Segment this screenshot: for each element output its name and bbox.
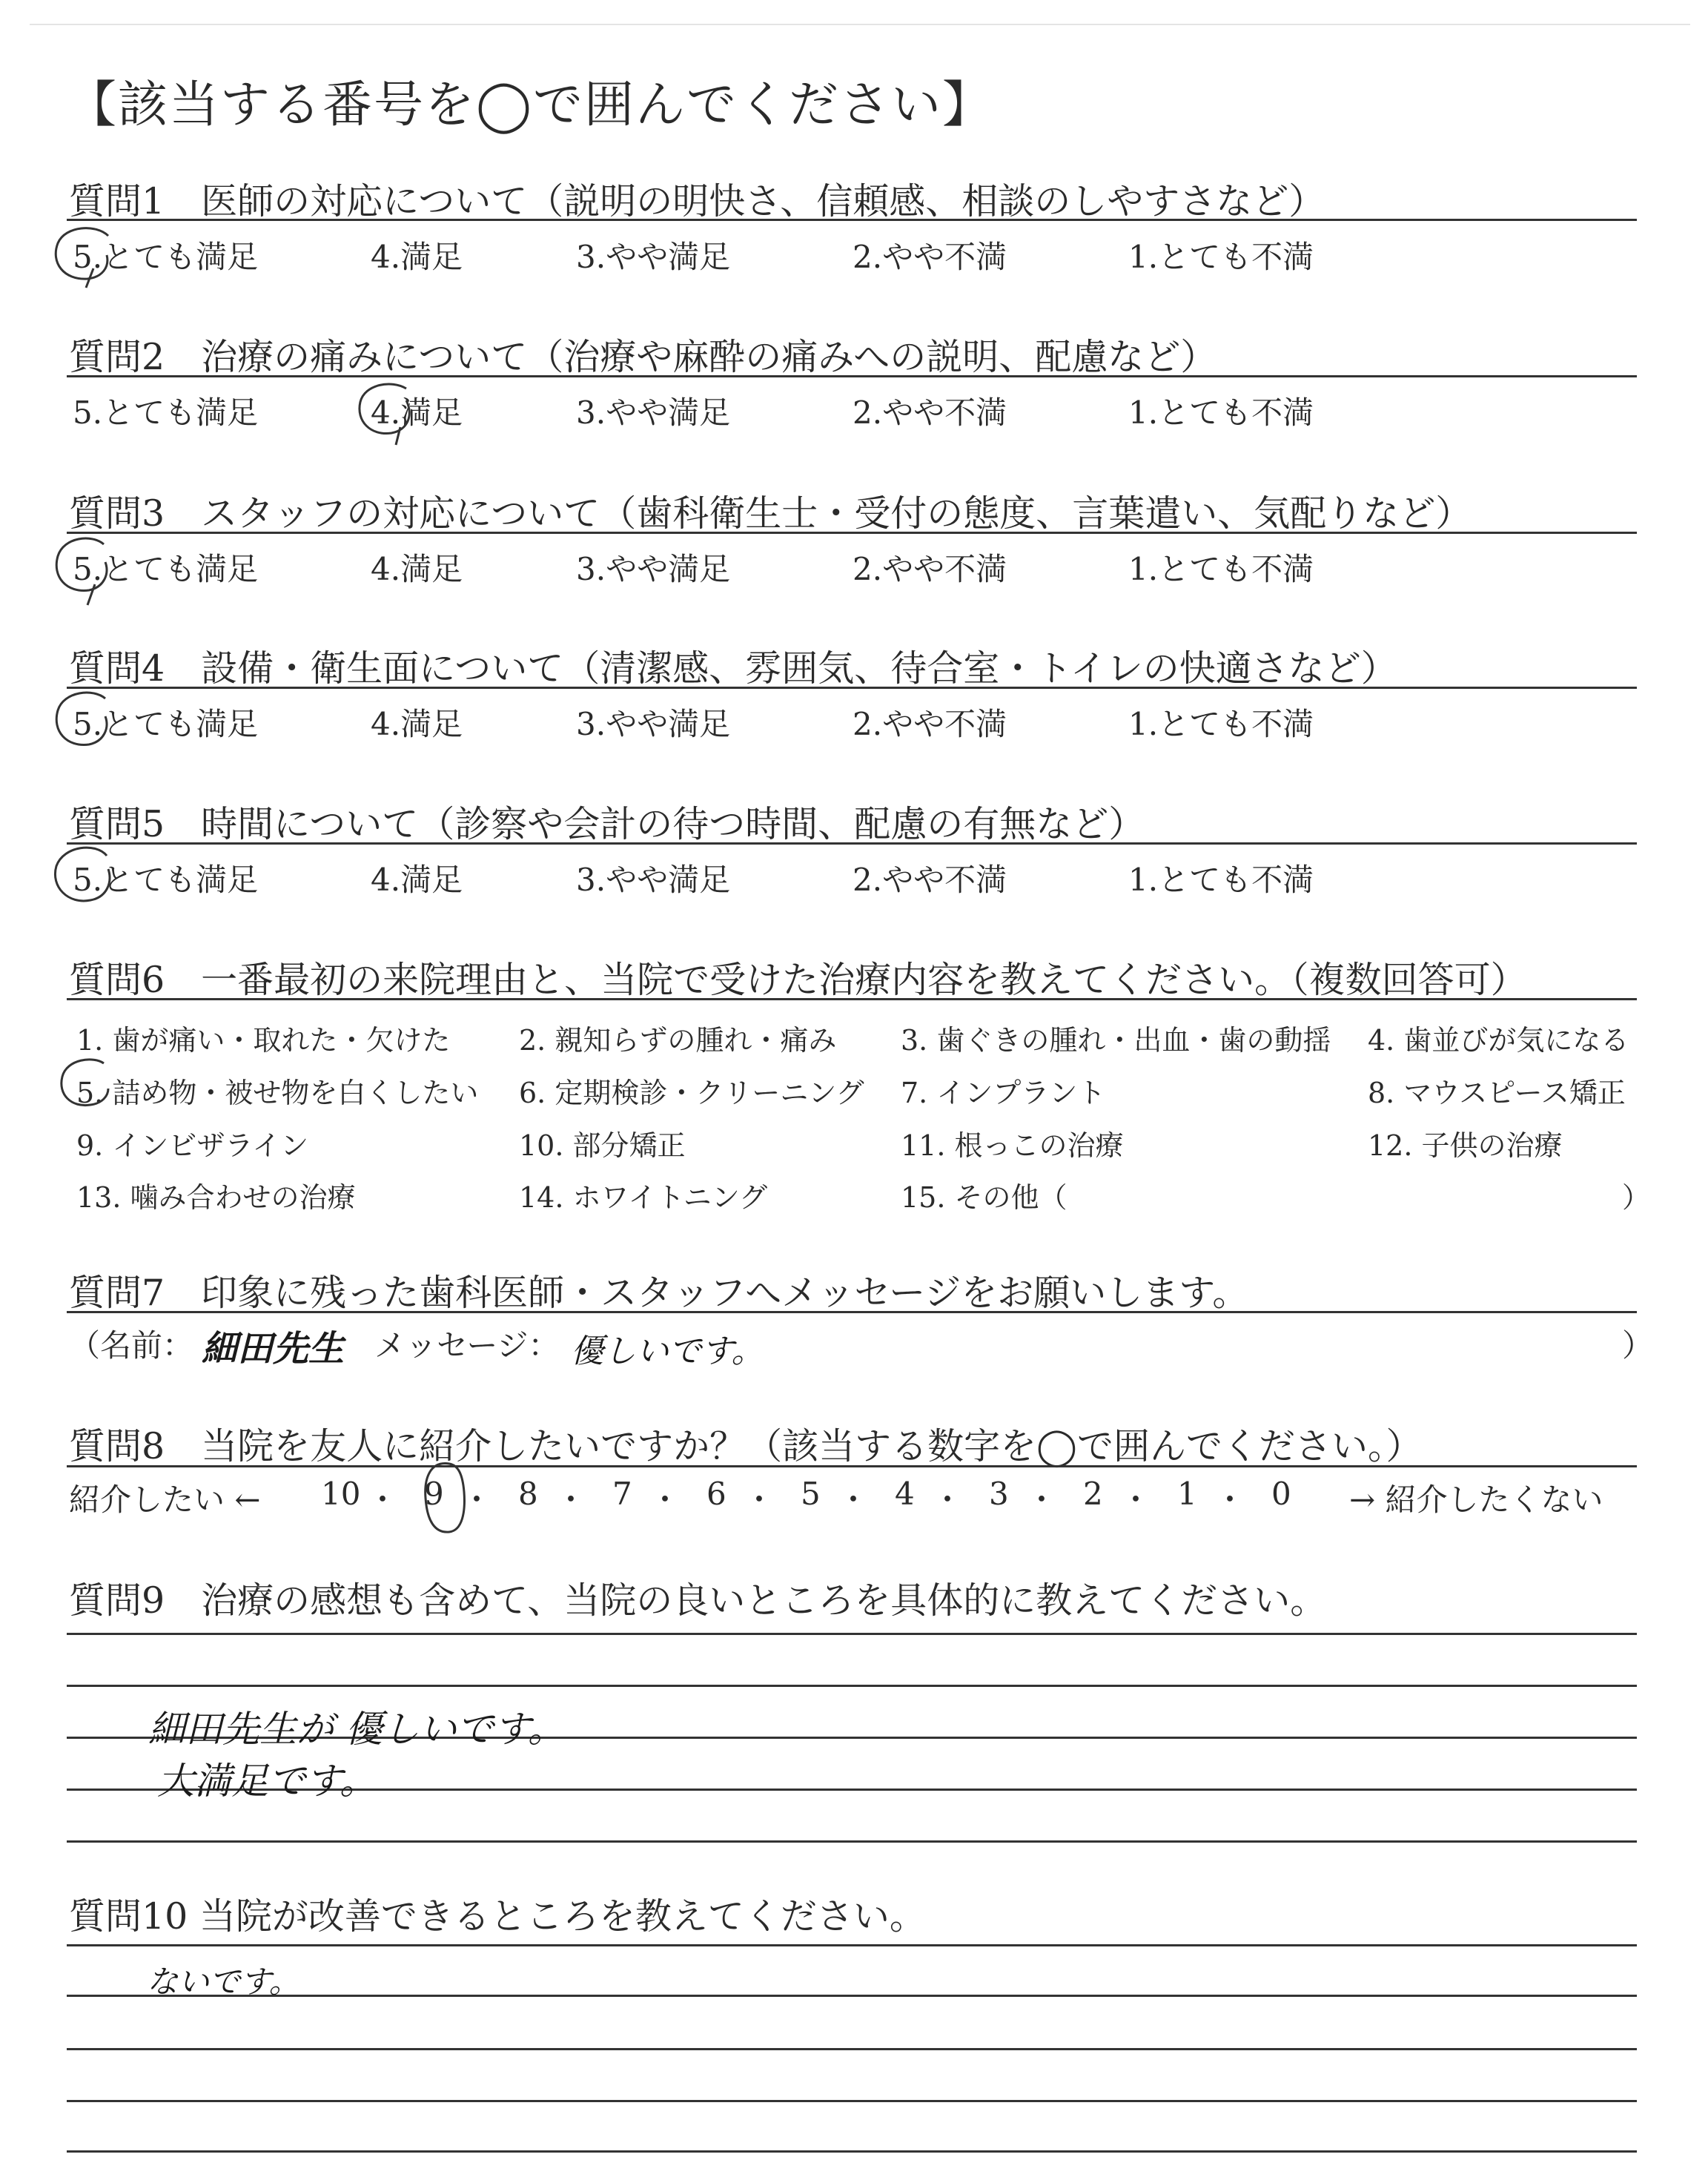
q10-answer-rule-4 bbox=[67, 2100, 1637, 2102]
q10-answer-rule-1 bbox=[67, 1944, 1637, 1946]
q5-option-3[interactable]: 3.やや満足 bbox=[576, 862, 731, 898]
q4-option-3[interactable]: 3.やや満足 bbox=[576, 706, 731, 742]
q8-scale-separator: ・ bbox=[1214, 1482, 1246, 1518]
q8-scale-separator: ・ bbox=[1120, 1482, 1152, 1518]
q8-left-label: 紹介したい ← bbox=[69, 1482, 261, 1518]
question-8-rule bbox=[67, 1465, 1637, 1467]
q2-option-1[interactable]: 1.とても不満 bbox=[1128, 394, 1314, 431]
q1-option-3[interactable]: 3.やや満足 bbox=[576, 239, 731, 275]
question-4-title: 質問4 設備・衛生面について（清潔感、雰囲気、待合室・トイレの快適さなど） bbox=[69, 647, 1397, 690]
q9-answer-line-1[interactable]: 細田先生が 優しいです。 bbox=[148, 1708, 565, 1751]
question-3-rule bbox=[67, 532, 1637, 534]
q8-scale-separator: ・ bbox=[649, 1482, 681, 1518]
q1-option-1[interactable]: 1.とても不満 bbox=[1128, 239, 1314, 275]
q9-answer-rule-2 bbox=[67, 1685, 1637, 1687]
q8-scale-value[interactable]: 7 bbox=[612, 1476, 632, 1512]
q8-scale-value[interactable]: 1 bbox=[1177, 1476, 1197, 1512]
q2-option-2[interactable]: 2.やや不満 bbox=[853, 394, 1007, 431]
q8-scale-value[interactable]: 9 bbox=[424, 1476, 444, 1512]
q8-scale-separator: ・ bbox=[1026, 1482, 1058, 1518]
q2-option-5[interactable]: 5.とても満足 bbox=[73, 394, 259, 431]
q3-selection-circle bbox=[50, 534, 117, 608]
q8-scale-separator: ・ bbox=[367, 1482, 399, 1518]
q8-right-label: → 紹介したくない bbox=[1349, 1482, 1603, 1518]
q8-scale-value[interactable]: 4 bbox=[895, 1476, 915, 1512]
question-4-rule bbox=[67, 687, 1637, 689]
q6-item-5[interactable]: 5. 詰め物・被せ物を白くしたい bbox=[76, 1077, 479, 1109]
q3-option-2[interactable]: 2.やや不満 bbox=[853, 551, 1007, 587]
q7-name-value[interactable]: 細田先生 bbox=[202, 1328, 345, 1370]
q10-answer-rule-3 bbox=[67, 2048, 1637, 2050]
q6-item-14[interactable]: 14. ホワイトニング bbox=[519, 1181, 768, 1214]
q6-item-4[interactable]: 4. 歯並びが気になる bbox=[1368, 1024, 1629, 1057]
q1-option-4[interactable]: 4.満足 bbox=[371, 239, 463, 275]
q8-scale-value[interactable]: 6 bbox=[706, 1476, 726, 1512]
q9-answer-rule-1 bbox=[67, 1633, 1637, 1635]
q5-option-2[interactable]: 2.やや不満 bbox=[853, 862, 1007, 898]
q2-option-3[interactable]: 3.やや満足 bbox=[576, 394, 731, 431]
q4-option-2[interactable]: 2.やや不満 bbox=[853, 706, 1007, 742]
q6-item-15[interactable]: 15. その他（ bbox=[901, 1181, 1068, 1214]
question-9-title: 質問9 治療の感想も含めて、当院の良いところを具体的に教えてください。 bbox=[69, 1579, 1327, 1622]
q8-scale-separator: ・ bbox=[838, 1482, 870, 1518]
q6-item-7[interactable]: 7. インプラント bbox=[901, 1077, 1106, 1109]
q8-scale-value[interactable]: 5 bbox=[801, 1476, 821, 1512]
q8-scale-separator: ・ bbox=[555, 1482, 587, 1518]
q10-answer-rule-5 bbox=[67, 2150, 1637, 2153]
q6-item-6[interactable]: 6. 定期検診・クリーニング bbox=[519, 1077, 864, 1109]
q8-scale-value[interactable]: 3 bbox=[989, 1476, 1009, 1512]
page-title: 【該当する番号を◯で囲んでください】 bbox=[67, 76, 993, 133]
q7-message-label: メッセージ： bbox=[374, 1327, 560, 1364]
q9-answer-line-2[interactable]: 大満足です。 bbox=[157, 1760, 377, 1803]
q8-scale-separator: ・ bbox=[461, 1482, 493, 1518]
q7-name-label: （名前： bbox=[69, 1327, 194, 1364]
q8-scale-value[interactable]: 2 bbox=[1083, 1476, 1103, 1512]
q4-option-1[interactable]: 1.とても不満 bbox=[1128, 706, 1314, 742]
q1-option-5[interactable]: 5.とても満足 bbox=[73, 239, 259, 275]
q2-selection-circle bbox=[354, 380, 421, 446]
question-3-title: 質問3 スタッフの対応について（歯科衛生士・受付の態度、言葉遣い、気配りなど） bbox=[69, 492, 1472, 535]
q2-option-4[interactable]: 4.満足 bbox=[371, 394, 463, 431]
q6-item-12[interactable]: 12. 子供の治療 bbox=[1368, 1129, 1563, 1162]
q6-item-13[interactable]: 13. 噛み合わせの治療 bbox=[76, 1181, 356, 1214]
question-6-title: 質問6 一番最初の来院理由と、当院で受けた治療内容を教えてください。（複数回答可） bbox=[69, 959, 1527, 1001]
q6-item-3[interactable]: 3. 歯ぐきの腫れ・出血・歯の動揺 bbox=[901, 1024, 1331, 1057]
page-top-edge bbox=[30, 24, 1690, 25]
q7-close-paren: ） bbox=[1622, 1327, 1654, 1364]
q10-answer-line-1[interactable]: ないです。 bbox=[147, 1964, 300, 2000]
q8-selection-circle bbox=[420, 1459, 471, 1539]
q5-option-5[interactable]: 5.とても満足 bbox=[73, 862, 259, 898]
question-10-title: 質問10 当院が改善できるところを教えてください。 bbox=[69, 1895, 926, 1938]
question-6-rule bbox=[67, 998, 1637, 1000]
q4-option-4[interactable]: 4.満足 bbox=[371, 706, 463, 742]
q6-item-2[interactable]: 2. 親知らずの腫れ・痛み bbox=[519, 1024, 837, 1057]
q6-item-8[interactable]: 8. マウスピース矯正 bbox=[1368, 1077, 1626, 1109]
q3-option-3[interactable]: 3.やや満足 bbox=[576, 551, 731, 587]
question-7-title: 質問7 印象に残った歯科医師・スタッフへメッセージをお願いします。 bbox=[69, 1272, 1249, 1314]
q6-item-10[interactable]: 10. 部分矯正 bbox=[519, 1129, 686, 1162]
q3-option-1[interactable]: 1.とても不満 bbox=[1128, 551, 1314, 587]
question-5-rule bbox=[67, 842, 1637, 845]
q6-item-9[interactable]: 9. インビザライン bbox=[76, 1129, 309, 1162]
q7-message-value[interactable]: 優しいです。 bbox=[571, 1332, 764, 1370]
q4-selection-circle bbox=[50, 688, 117, 759]
question-2-title: 質問2 治療の痛みについて（治療や麻酔の痛みへの説明、配慮など） bbox=[69, 336, 1217, 378]
question-2-rule bbox=[67, 375, 1637, 377]
question-1-rule bbox=[67, 219, 1637, 221]
question-7-rule bbox=[67, 1311, 1637, 1313]
q5-option-1[interactable]: 1.とても不満 bbox=[1128, 862, 1314, 898]
question-8-title: 質問8 当院を友人に紹介したいですか？（該当する数字を◯で囲んでください。） bbox=[69, 1425, 1423, 1467]
q8-scale-value[interactable]: 8 bbox=[518, 1476, 538, 1512]
q3-option-5[interactable]: 5.とても満足 bbox=[73, 551, 259, 587]
q5-selection-circle bbox=[49, 841, 120, 915]
q6-item-11[interactable]: 11. 根っこの治療 bbox=[901, 1129, 1124, 1162]
q5-option-4[interactable]: 4.満足 bbox=[371, 862, 463, 898]
q1-option-2[interactable]: 2.やや不満 bbox=[853, 239, 1007, 275]
q8-scale-value[interactable]: 10 bbox=[321, 1476, 361, 1512]
q9-answer-rule-5 bbox=[67, 1840, 1637, 1843]
question-5-title: 質問5 時間について（診察や会計の待つ時間、配慮の有無など） bbox=[69, 803, 1145, 845]
q10-answer-rule-2 bbox=[67, 1995, 1637, 1997]
q8-scale-separator: ・ bbox=[932, 1482, 964, 1518]
q8-scale-separator: ・ bbox=[744, 1482, 775, 1518]
q1-selection-circle bbox=[50, 222, 117, 289]
q3-option-4[interactable]: 4.満足 bbox=[371, 551, 463, 587]
question-1-title: 質問1 医師の対応について（説明の明快さ、信頼感、相談のしやすさなど） bbox=[69, 180, 1325, 222]
q8-scale-value[interactable]: 0 bbox=[1271, 1476, 1291, 1512]
q6-item-1[interactable]: 1. 歯が痛い・取れた・欠けた bbox=[76, 1024, 451, 1057]
q6-close-paren: ） bbox=[1622, 1181, 1651, 1214]
q6-selection-circle bbox=[56, 1056, 116, 1115]
q4-option-5[interactable]: 5.とても満足 bbox=[73, 706, 259, 742]
